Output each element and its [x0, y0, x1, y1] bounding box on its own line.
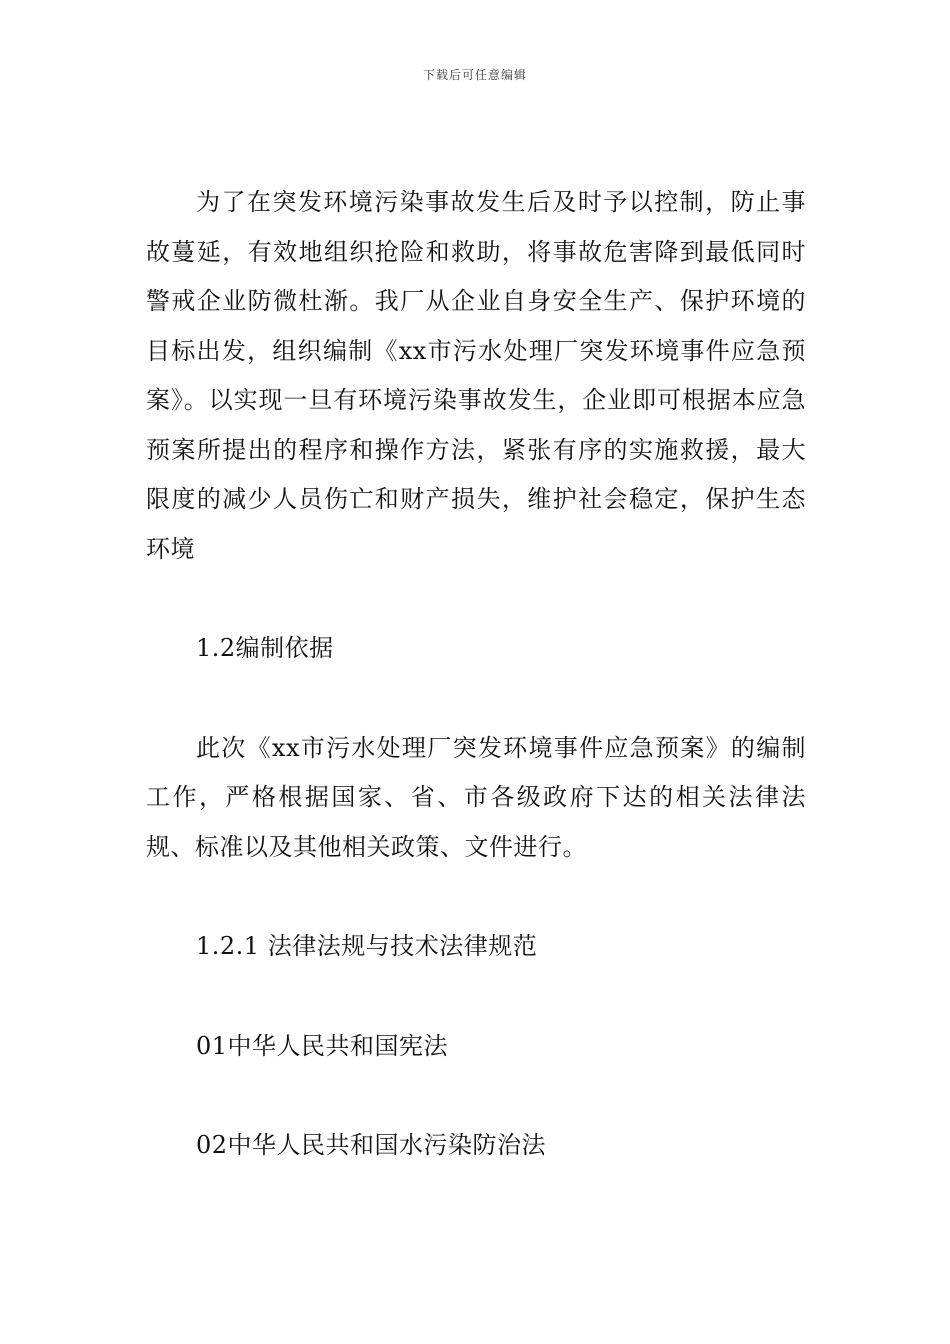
header-note: 下载后可任意编辑	[422, 68, 527, 82]
law-item-01: 01中华人民共和国宪法	[196, 1031, 449, 1060]
spacer	[146, 1071, 806, 1121]
section-heading-1-2-1: 1.2.1 法律法规与技术法律规范	[196, 932, 538, 960]
law-item-02: 02中华人民共和国水污染防治法	[196, 1131, 547, 1159]
spacer	[146, 872, 806, 922]
intro-paragraph: 为了在突发环境污染事故发生后及时予以控制，防止事故蔓延，有效地组织抢险和救助，将事故危害降到最低同时警戒企业防微杜渐。我厂从企业自身安全生产、保护环境的目标出发，组织编制《xx市污水处理厂突发环境事件应急预案》。以实现一旦有环境污染事故发生，企业即可根据本应急预案所提出的程序和操作方法，紧张有序的实施救援，最大限度的减少人员伤亡和财产损失，维护社会稳定，保护生态环境	[146, 188, 806, 563]
document-body	[146, 178, 806, 1171]
section-heading-1-2: 1.2编制依据	[196, 634, 334, 662]
spacer	[146, 574, 806, 624]
spacer	[146, 674, 806, 724]
basis-paragraph: 此次《xx市污水处理厂突发环境事件应急预案》的编制工作，严格根据国家、省、市各级政府下达的相关法律法规、标准以及其他相关政策、文件进行。	[146, 733, 806, 861]
spacer	[146, 972, 806, 1022]
